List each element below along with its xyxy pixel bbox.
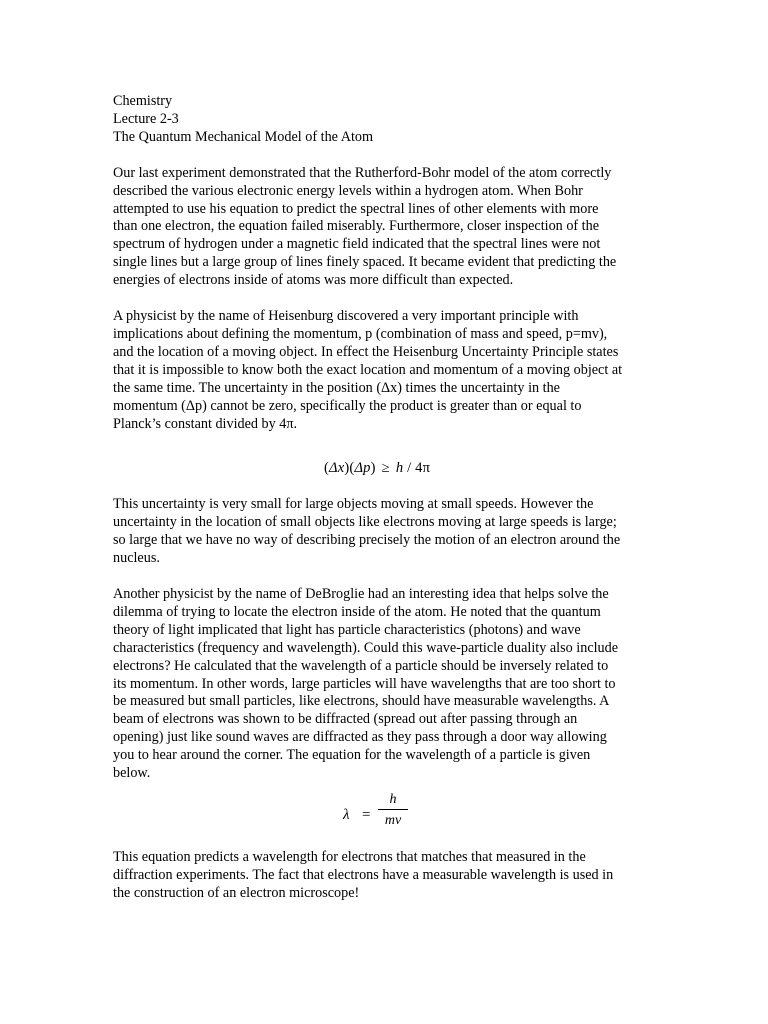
course-name: Chemistry	[113, 93, 173, 109]
paragraph-heisenburg	[113, 308, 658, 433]
fraction-numerator: h	[389, 792, 397, 807]
text-line: attempted to use his equation to predict the spectral lines of other elements with more	[113, 200, 599, 217]
text-line: theory of light implicated that light has particle characteristics (photons) and wave	[113, 621, 581, 638]
text-line: Our last experiment demonstrated that the Rutherford-Bohr model of the atom correctly	[113, 164, 612, 181]
debroglie-equation	[113, 791, 658, 846]
text-line: single lines but a large group of lines finely spaced. It became evident that predicting the	[113, 254, 617, 271]
text-line: diffraction experiments. The fact that electrons have a measurable wavelength is used in	[113, 866, 614, 883]
delta-p: Δp	[354, 460, 371, 477]
divisor: / 4π	[403, 460, 431, 477]
equals-sign: =	[362, 807, 371, 823]
paren: )	[344, 460, 350, 477]
text-line: that it is impossible to know both the exact location and momentum of a moving object at	[113, 361, 623, 378]
delta-x: Δx	[329, 460, 345, 477]
text-line: This equation predicts a wavelength for electrons that matches that measured in the	[113, 849, 586, 865]
lecture-title: The Quantum Mechanical Model of the Atom	[113, 128, 374, 145]
text-line: spectrum of hydrogen under a magnetic field indicated that the spectral lines were not	[113, 236, 601, 253]
text-line: dilemma of trying to locate the electron inside of the atom. He noted that the quantum	[113, 603, 601, 620]
uncertainty-equation	[113, 460, 658, 496]
text-line: Another physicist by the name of DeBroglie had an interesting idea that helps solve the	[113, 586, 609, 603]
lambda-symbol: λ	[343, 807, 350, 823]
text-line: momentum (Δp) cannot be zero, specifically the product is greater than or equal to	[113, 397, 582, 414]
text-line: energies of electrons inside of atoms was more difficult than expected.	[113, 272, 514, 289]
text-line: the construction of an electron microscope!	[113, 884, 360, 901]
text-line: below.	[113, 765, 151, 782]
text-line: A physicist by the name of Heisenburg discovered a very important principle with	[113, 308, 579, 325]
paragraph-rutherford-bohr	[113, 165, 658, 290]
text-line: you to hear around the corner. The equation for the wavelength of a particle is given	[113, 747, 591, 764]
document-page	[113, 93, 658, 903]
fraction-bar	[378, 809, 408, 810]
text-line: so large that we have no way of describing precisely the motion of an electron around the	[113, 532, 621, 549]
document-header	[113, 93, 658, 147]
text-line: described the various electronic energy levels within a hydrogen atom. When Bohr	[113, 182, 583, 199]
text-line: nucleus.	[113, 550, 160, 567]
text-line: be measured but small particles, like electrons, should have measurable wavelengths. A	[113, 693, 610, 710]
text-line: electrons? He calculated that the wavelength of a particle should be inversely related to	[113, 657, 609, 674]
text-line: Planck’s constant divided by 4π.	[113, 415, 298, 432]
planck-constant: h	[395, 460, 404, 477]
paragraph-uncertainty	[113, 496, 658, 568]
text-line: opening) just like sound waves are diffracted as they pass through a door way allowing	[113, 729, 607, 746]
text-line: implications about defining the momentum, p (combination of mass and speed, p=mv),	[113, 325, 608, 342]
text-line: characteristics (frequency and wavelength). Could this wave-particle duality also include	[113, 639, 619, 656]
paragraph-debroglie	[113, 586, 658, 783]
fraction-denominator: mv	[384, 813, 402, 828]
text-line: This uncertainty is very small for large objects moving at small speeds. However the	[113, 496, 594, 513]
paragraph-electron-microscope	[113, 849, 658, 903]
paren: (	[324, 460, 330, 477]
text-line: the same time. The uncertainty in the position (Δx) times the uncertainty in the	[113, 379, 560, 396]
greater-equal-sign: ≥	[381, 460, 390, 477]
text-line: beam of electrons was shown to be diffracted (spread out after passing through an	[113, 711, 578, 728]
text-line: and the location of a moving object. In effect the Heisenburg Uncertainty Principle states	[113, 343, 619, 360]
text-line: uncertainty in the location of small objects like electrons moving at large speeds is large;	[113, 514, 617, 531]
text-line: its momentum. In other words, large particles will have wavelengths that are too short to	[113, 675, 616, 692]
paren: )	[370, 460, 376, 477]
fraction	[378, 791, 408, 829]
paren: (	[349, 460, 355, 477]
uncertainty-equation-body	[324, 460, 430, 478]
text-line: than one electron, the equation failed miserably. Furthermore, closer inspection of the	[113, 218, 600, 235]
lecture-number: Lecture 2-3	[113, 110, 179, 127]
